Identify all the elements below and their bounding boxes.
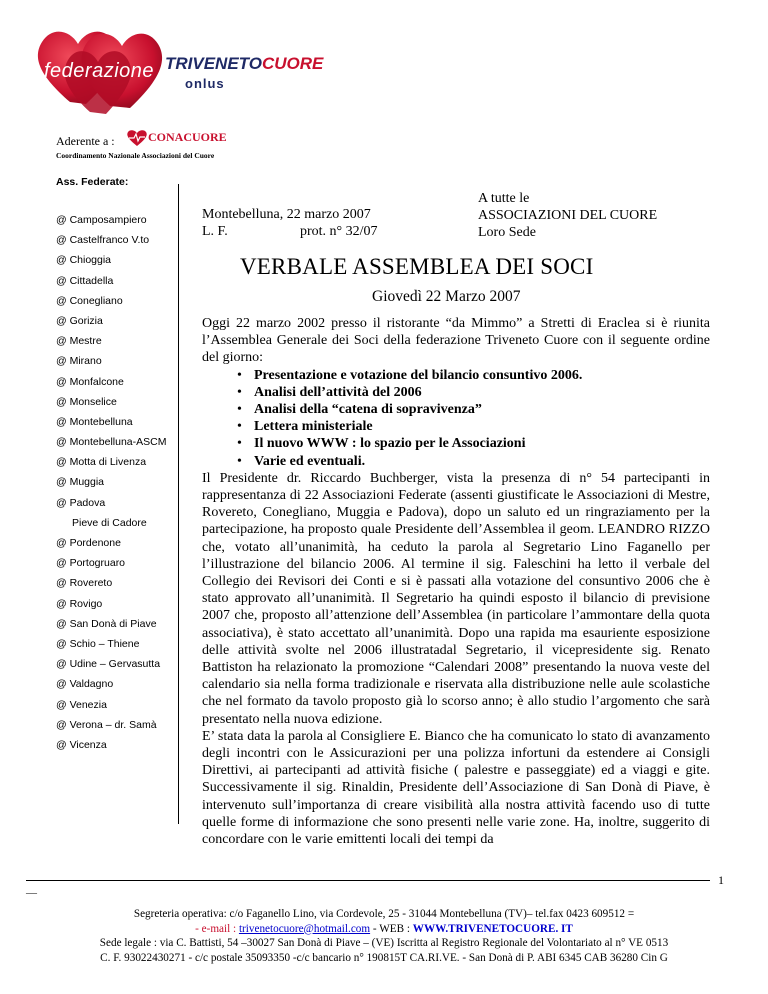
footer-line-contacts [20, 922, 748, 937]
association-item: @ Portogruaro [56, 557, 126, 570]
association-item: @ Verona – dr. Samà [56, 718, 157, 731]
agenda-item: • Presentazione e votazione del bilancio consuntivo 2006. [254, 367, 710, 384]
lf-initials: L. F. [202, 224, 228, 239]
association-item: @ Chioggia [56, 254, 112, 267]
association-item: Pieve di Cadore [72, 516, 147, 529]
sidebar-divider [178, 184, 179, 824]
association-item: @ Rovereto [56, 577, 113, 590]
intro-paragraph: Oggi 22 marzo 2002 presso il ristorante “da Mimmo” a Stretti di Eraclea si è riunita l’Assemblea Generale dei Soci della federazione Triveneto Cuore con il seguente ordine del giorno: [202, 316, 710, 366]
logo-triveneto-cuore-text [165, 54, 323, 74]
aderente-label: Aderente a : [56, 134, 115, 148]
association-item: @ San Donà di Piave [56, 617, 157, 630]
association-item: @ Motta di Livenza [56, 456, 147, 469]
association-item: @ Padova [56, 496, 106, 509]
federated-associations-list [56, 210, 186, 755]
place-date: Montebelluna, 22 marzo 2007 [202, 207, 371, 222]
conacuore-label: CONACUORE [148, 130, 227, 144]
federated-associations-title: Ass. Federate: [56, 176, 129, 188]
association-item: @ Monselice [56, 395, 117, 408]
association-item: @ Valdagno [56, 678, 114, 691]
body-paragraph: E’ stata data la parola al Consigliere E. Bianco che ha comunicato lo stato di avanzamento degli incontri con le Assicurazioni per una polizza infortuni da estendere ai Consigli Direttivi, ai partecipanti ad attività fisiche ( palestre e passeggiate) ed a viaggi e gite. Successivamente il sig. Rinaldin, Presidente dell’Associazione di San Donà di Piave, è intervenuto sull’importanza di creare visibilità alla nostra attività facendo uso di tutte quelle forme di informazione che sono presenti nelle varie zone. Ha, inoltre, suggerito di concordare con le varie emittenti locali dei tempi da [202, 728, 710, 848]
email-link[interactable]: trivenetocuore@hotmail.com [238, 922, 371, 935]
agenda-item: • Lettera ministeriale [254, 418, 710, 435]
association-item: @ Udine – Gervasutta [56, 658, 161, 671]
document-subtitle: Giovedì 22 Marzo 2007 [372, 288, 521, 305]
footer-email-prefix: - e-mail : [195, 922, 239, 935]
conacuore-heart-icon [126, 129, 148, 147]
association-item: @ Camposampiero [56, 214, 147, 226]
recipient-block [478, 190, 657, 241]
association-item: @ Monfalcone [56, 375, 124, 388]
association-item: @ Rovigo [56, 597, 103, 610]
association-item: @ Castelfranco V.to [56, 234, 150, 247]
agenda-item: • Analisi della “catena di sopravivenza” [254, 401, 710, 418]
agenda-item: • Analisi dell’attività del 2006 [254, 384, 710, 401]
document-body [202, 315, 710, 848]
footer-line-bank: C. F. 93022430271 - c/c postale 35093350 -c/c bancario n° 190815T CA.RI.VE. - San Donà di P. ABI 6345 CAB 36280 Cin G [100, 951, 668, 964]
logo-cuore: CUORE [261, 54, 324, 73]
association-item: @ Montebelluna [56, 415, 133, 428]
logo-onlus-text: onlus [185, 76, 225, 91]
footer-line-legal: Sede legale : via C. Battisti, 54 –30027 San Donà di Piave – (VE) Iscritta al Registro Regionale del Volontariato al n° VE 0513 [99, 937, 669, 949]
footer-line-operative: Segreteria operativa: c/o Faganello Lino, via Cordevole, 25 - 31044 Montebelluna (TV)– tel.fax 0423 609512 = [133, 908, 635, 920]
agenda-item: • Il nuovo WWW : lo spazio per le Associazioni [254, 435, 710, 452]
logo-federazione-text: federazione [44, 60, 155, 82]
association-item: @ Vicenza [56, 738, 107, 751]
footer-dash: — [26, 887, 37, 899]
coordinamento-label: Coordinamento Nazionale Associazioni del Cuore [56, 151, 215, 160]
footer [20, 907, 748, 965]
recipient-line: Loro Sede [478, 225, 536, 240]
footer-web-prefix: - WEB : [370, 922, 413, 935]
association-item: @ Schio – Thiene [56, 637, 140, 650]
footer-separator [26, 880, 710, 881]
agenda-item: • Varie ed eventuali. [254, 453, 710, 470]
recipient-line: A tutte le [478, 191, 530, 206]
recipient-line: ASSOCIAZIONI DEL CUORE [478, 208, 658, 223]
agenda-list [202, 367, 710, 470]
association-item: @ Gorizia [56, 314, 103, 327]
association-item: @ Mirano [56, 355, 102, 368]
association-item: @ Pordenone [56, 537, 121, 549]
protocol-number: prot. n° 32/07 [300, 224, 378, 239]
web-link[interactable]: WWW.TRIVENETOCUORE. IT [412, 922, 573, 935]
logo-triveneto: TRIVENETO [165, 54, 262, 73]
association-item: @ Conegliano [56, 294, 123, 307]
association-item: @ Muggia [56, 476, 105, 489]
association-item: @ Montebelluna-ASCM [56, 436, 167, 449]
body-paragraph: Il Presidente dr. Riccardo Buchberger, vista la presenza di n° 54 partecipanti in rappresentanza di 22 Associazioni Federate (assenti giustificate le Associazioni di Mestre, Rovereto, Conegliano, Muggia e Padova), dopo un saluto ed un ringraziamento per la partecipazione, ha proposto quale Presidente dell’Assemblea il geom. LEANDRO RIZZO che, votato all’unanimità, ha ceduto la parola al Segretario Lino Faganello per l’illustrazione del bilancio 2006. Al termine il sig. Faleschini ha letto il verbale del Collegio dei Revisori dei Conti e si è passati alla votazione del consuntivo 2006 che è stato approvato all’unanimità. Il Segretario ha quindi esposto il bilancio di previsione 2007 che, proposto all’attenzione dell’Assemblea (in particolare l’ammontare della quota associativa), è stato accettato all’unanimità. Dopo una rapida ma esauriente esposizione delle attività svolte nel 2006 illustratadal Segretario, il vicepresidente sig. Renato Battiston ha relazionato la promozione “Calendari 2008” presentando la nuova veste del calendario sia nella forma tradizionale e riservata alla distribuzione nelle aule scolastiche che nel formato da tavolo proposto già lo scorso anno; è allo studio l’argomento che sarà presentato nella nuova edizione. [202, 470, 710, 727]
association-item: @ Venezia [56, 698, 107, 711]
association-item: @ Cittadella [56, 274, 114, 287]
page-number: 1 [718, 873, 724, 887]
association-item: @ Mestre [56, 335, 102, 348]
document-title: VERBALE ASSEMBLEA DEI SOCI [240, 254, 594, 279]
